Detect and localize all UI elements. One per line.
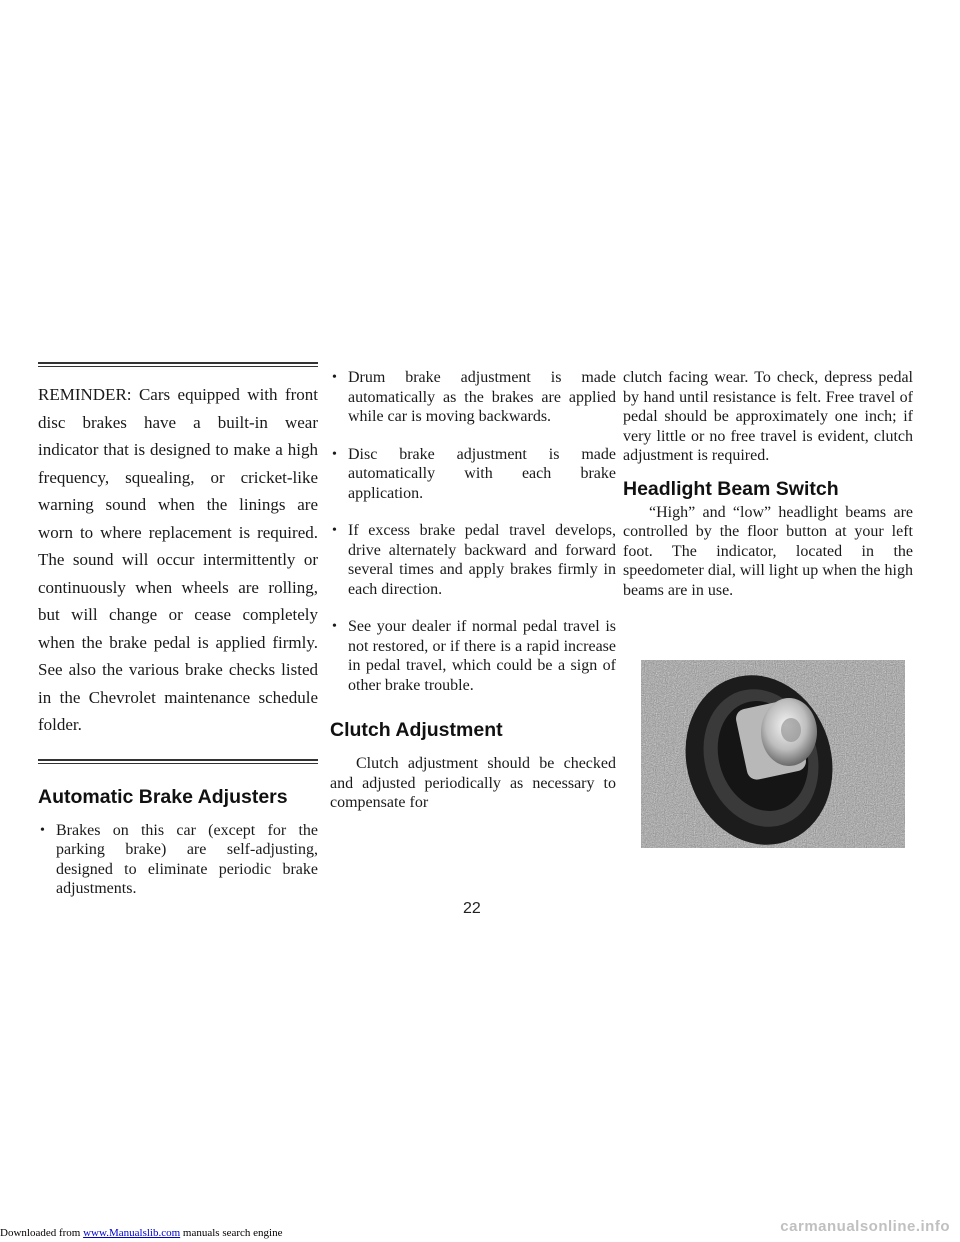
top-rule bbox=[38, 362, 318, 367]
bullet-icon: • bbox=[332, 523, 337, 538]
clutch-paragraph: Clutch adjustment should be checked and adjusted periodically as necessary to compensate for bbox=[330, 755, 616, 811]
clutch-continued-paragraph: clutch facing wear. To check, depress pedal by hand until resistance is felt. Free travel of pedal should be approximately one inch; if very little or no free travel is evident, clutch adjustment is required. bbox=[623, 369, 913, 464]
bullet-icon: • bbox=[332, 619, 337, 634]
middle-column bbox=[330, 368, 616, 813]
headlight-beam-switch-heading: Headlight Beam Switch bbox=[623, 477, 839, 500]
page-number: 22 bbox=[463, 900, 481, 917]
list-item bbox=[330, 617, 616, 695]
bullet-text: See your dealer if normal pedal travel is not restored, or if there is a rapid increase in pedal travel, which could be a sign of other brake trouble. bbox=[348, 618, 616, 694]
bullet-icon: • bbox=[332, 446, 337, 462]
manualslib-link[interactable]: www.Manualslib.com bbox=[83, 1227, 181, 1239]
adjusters-list bbox=[38, 821, 318, 899]
brake-bullets-list bbox=[330, 368, 616, 695]
list-item bbox=[330, 445, 616, 504]
left-column bbox=[38, 340, 318, 899]
bullet-icon: • bbox=[332, 370, 337, 385]
bullet-text: If excess brake pedal travel develops, drive alternately backward and forward several times and apply brakes firmly in each direction. bbox=[348, 522, 616, 598]
bottom-rule bbox=[38, 759, 318, 764]
bullet-text: Brakes on this car (except for the parking brake) are self-adjusting, designed to eliminate periodic brake adjustments. bbox=[56, 821, 318, 897]
list-item bbox=[330, 368, 616, 427]
bullet-text: Drum brake adjustment is made automatically as the brakes are applied while car is moving backwards. bbox=[348, 369, 616, 425]
list-item bbox=[330, 521, 616, 599]
bullet-icon: • bbox=[40, 822, 45, 838]
automatic-brake-adjusters-heading: Automatic Brake Adjusters bbox=[38, 785, 288, 808]
list-item bbox=[38, 821, 318, 899]
download-prefix: Downloaded from bbox=[0, 1227, 84, 1239]
reminder-paragraph: REMINDER: Cars equipped with front disc brakes have a built-in wear indicator that is designed to make a high frequency, squealing, or cricket-like warning sound when the linings are worn to where replacement is required. The sound will occur intermittently or continuously when wheels are rolling, but will change or cease completely when the brake pedal is applied firmly. See also the various brake checks listed in the Chevrolet maintenance schedule folder. bbox=[38, 385, 318, 734]
download-suffix: manuals search engine bbox=[180, 1227, 283, 1239]
headlight-switch-photo bbox=[641, 660, 905, 848]
carmanualsonline-logo: carmanualsonline.info bbox=[780, 1218, 950, 1235]
headlight-paragraph: “High” and “low” headlight beams are controlled by the floor button at your left foot. The indicator, located in the speedometer dial, will light up when the high beams are in use. bbox=[623, 503, 913, 599]
right-column bbox=[623, 368, 913, 600]
clutch-adjustment-heading: Clutch Adjustment bbox=[330, 719, 503, 741]
bullet-text: Disc brake adjustment is made automatically with each brake application. bbox=[348, 445, 616, 502]
